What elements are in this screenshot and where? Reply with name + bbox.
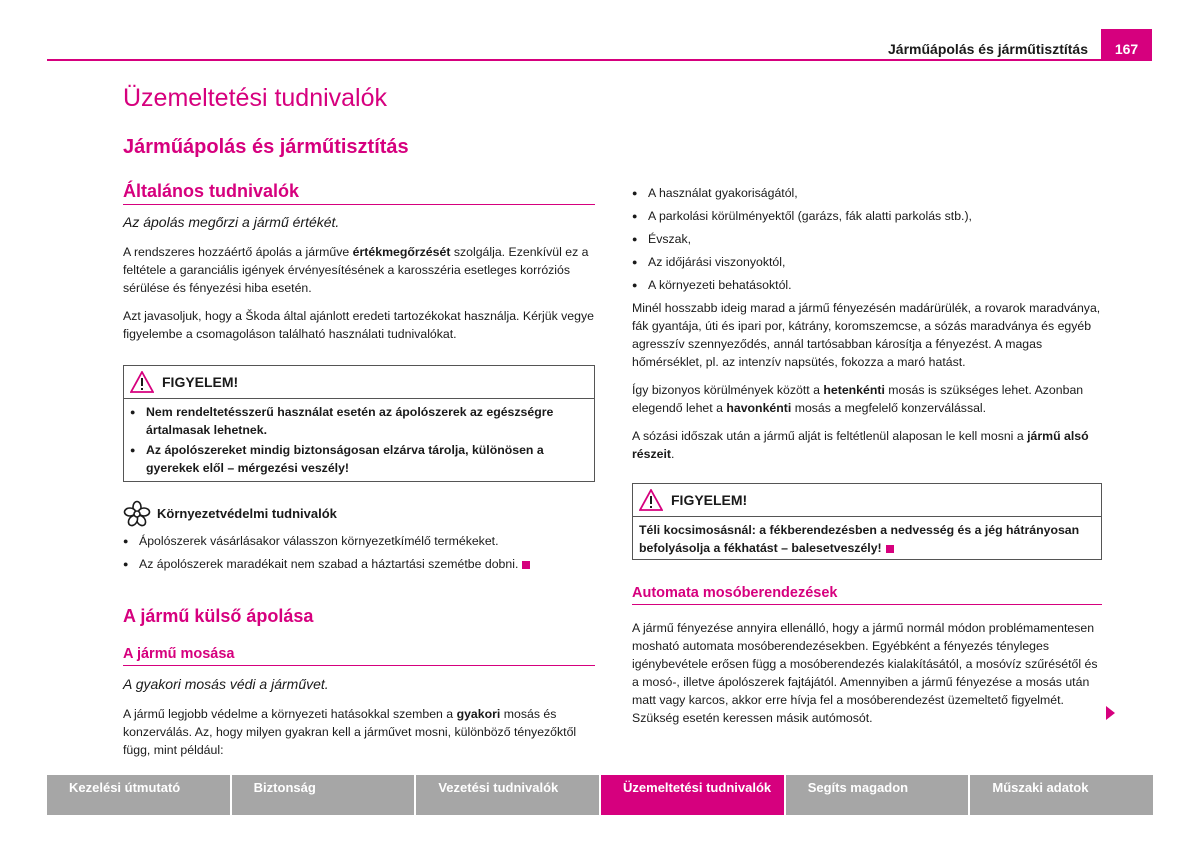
warning-box — [632, 483, 1102, 560]
list-item: ● A parkolási körülményektől (garázs, fák alatti parkolás stb.), — [632, 207, 1102, 225]
paragraph: A rendszeres hozzáértő ápolás a járműve értékmegőrzését szolgálja. Ezenkívül ez a feltétele a garanciális igények érvényesítésének a karosszéria esetleges korróziós sérülése és fényezési hiba esetén. — [123, 245, 589, 295]
header-rule — [47, 59, 1152, 61]
environment-title: Környezetvédelmi tudnivalók — [157, 506, 337, 521]
paragraph: A jármű legjobb védelme a környezeti hatásokkal szemben a gyakori mosás és konzerválás. Az, hogy milyen gyakran kell a járművet mosni, különböző tényezőktől függ, mint például: — [123, 707, 577, 757]
warning-title: FIGYELEM! — [671, 492, 748, 508]
general-info-heading: Általános tudnivalók — [123, 182, 595, 205]
page-number: 167 — [1101, 29, 1152, 60]
nav-tab-technical-data[interactable]: Műszaki adatok — [970, 775, 1153, 815]
warning-triangle-icon — [639, 489, 663, 511]
list-item: ● A használat gyakoriságától, — [632, 184, 1102, 202]
nav-tab-self-help[interactable]: Segíts magadon — [786, 775, 969, 815]
warning-triangle-icon — [130, 371, 154, 393]
flower-icon — [123, 500, 151, 528]
general-info-lead: Az ápolás megőrzi a jármű értékét. — [123, 214, 340, 230]
warning-item: ● Az ápolószereket mindig biztonságosan elzárva tárolja, különösen a gyerekek elől – mérgezési veszély! — [130, 441, 588, 477]
section-end-mark — [522, 561, 530, 569]
paragraph: Azt javasoljuk, hogy a Škoda által ajánlott eredeti tartozékokat használja. Kérjük vegye figyelembe a csomagoláson található használati tudnivalókat. — [123, 309, 594, 341]
left-column — [123, 182, 595, 769]
chapter-nav-bar — [47, 775, 1153, 815]
next-page-arrow-icon[interactable] — [1106, 706, 1115, 720]
section-title: Járműápolás és járműtisztítás — [123, 136, 409, 158]
nav-tab-operating-manual[interactable]: Kezelési útmutató — [47, 775, 230, 815]
automatic-wash-heading: Automata mosóberendezések — [632, 584, 1102, 605]
washing-heading: A jármű mosása — [123, 645, 595, 666]
list-item: ● A környezeti behatásoktól. — [632, 276, 1102, 294]
nav-tab-operating-info[interactable]: Üzemeltetési tudnivalók — [601, 775, 784, 815]
running-header: Járműápolás és járműtisztítás — [888, 41, 1088, 57]
warning-item: ● Nem rendeltetésszerű használat esetén az ápolószerek az egészségre ártalmasak lehetnek. — [130, 403, 588, 439]
nav-tab-driving-info[interactable]: Vezetési tudnivalók — [416, 775, 599, 815]
environment-item: ● Ápolószerek vásárlásakor válasszon környezetkímélő termékeket. — [123, 532, 595, 550]
paragraph: A sózási időszak után a jármű alját is feltétlenül alaposan le kell mosni a jármű alsó részeit. — [632, 429, 1089, 461]
warning-text: Téli kocsimosásnál: a fékberendezésben a nedvesség és a jég hátrányosan befolyásolja a fékhatást – balesetveszély! — [639, 523, 1080, 555]
washing-lead: A gyakori mosás védi a járművet. — [123, 676, 329, 692]
environment-item: ● Az ápolószerek maradékait nem szabad a háztartási szemétbe dobni. — [123, 555, 595, 573]
paragraph: A jármű fényezése annyira ellenálló, hogy a jármű normál módon problémamentesen mosható automata mosóberendezésekben. Egyébként a fényezés tényleges igénybevétele erősen függ a mosóberendezés kialakításától, a mosóvíz szűrésétől és a mosó-, illetve ápolószerek fajtájától. Amennyiben a jármű fényezése a mosás után matt vagy karcos, akkor erre hívja fel a mosóberendezést üzemeltető figyelmét. Szükség esetén keressen másik autómosót. — [632, 621, 1098, 725]
list-item: ● Évszak, — [632, 230, 1102, 248]
paragraph: Minél hosszabb ideig marad a jármű fényezésén madárürülék, a rovarok maradványa, fák gyantája, úti és ipari por, kátrány, koromszemcse, a sózás maradványa és egyéb agresszív szennyeződés, annál tartósabban károsítja a fényezést. A magas hőmérséklet, pl. az intenzív napsütés, fokozza a maró hatást. — [632, 301, 1101, 369]
chapter-title: Üzemeltetési tudnivalók — [123, 84, 388, 112]
section-end-mark — [886, 545, 894, 553]
nav-tab-safety[interactable]: Biztonság — [232, 775, 415, 815]
warning-box — [123, 365, 595, 482]
environment-heading — [123, 500, 595, 528]
exterior-care-heading: A jármű külső ápolása — [123, 606, 314, 626]
list-item: ● Az időjárási viszonyoktól, — [632, 253, 1102, 271]
paragraph: Így bizonyos körülmények között a hetenkénti mosás is szükséges lehet. Azonban elegendő lehet a havonkénti mosás a megfelelő konzerválással. — [632, 383, 1084, 415]
warning-title: FIGYELEM! — [162, 374, 239, 390]
right-column — [632, 184, 1102, 737]
